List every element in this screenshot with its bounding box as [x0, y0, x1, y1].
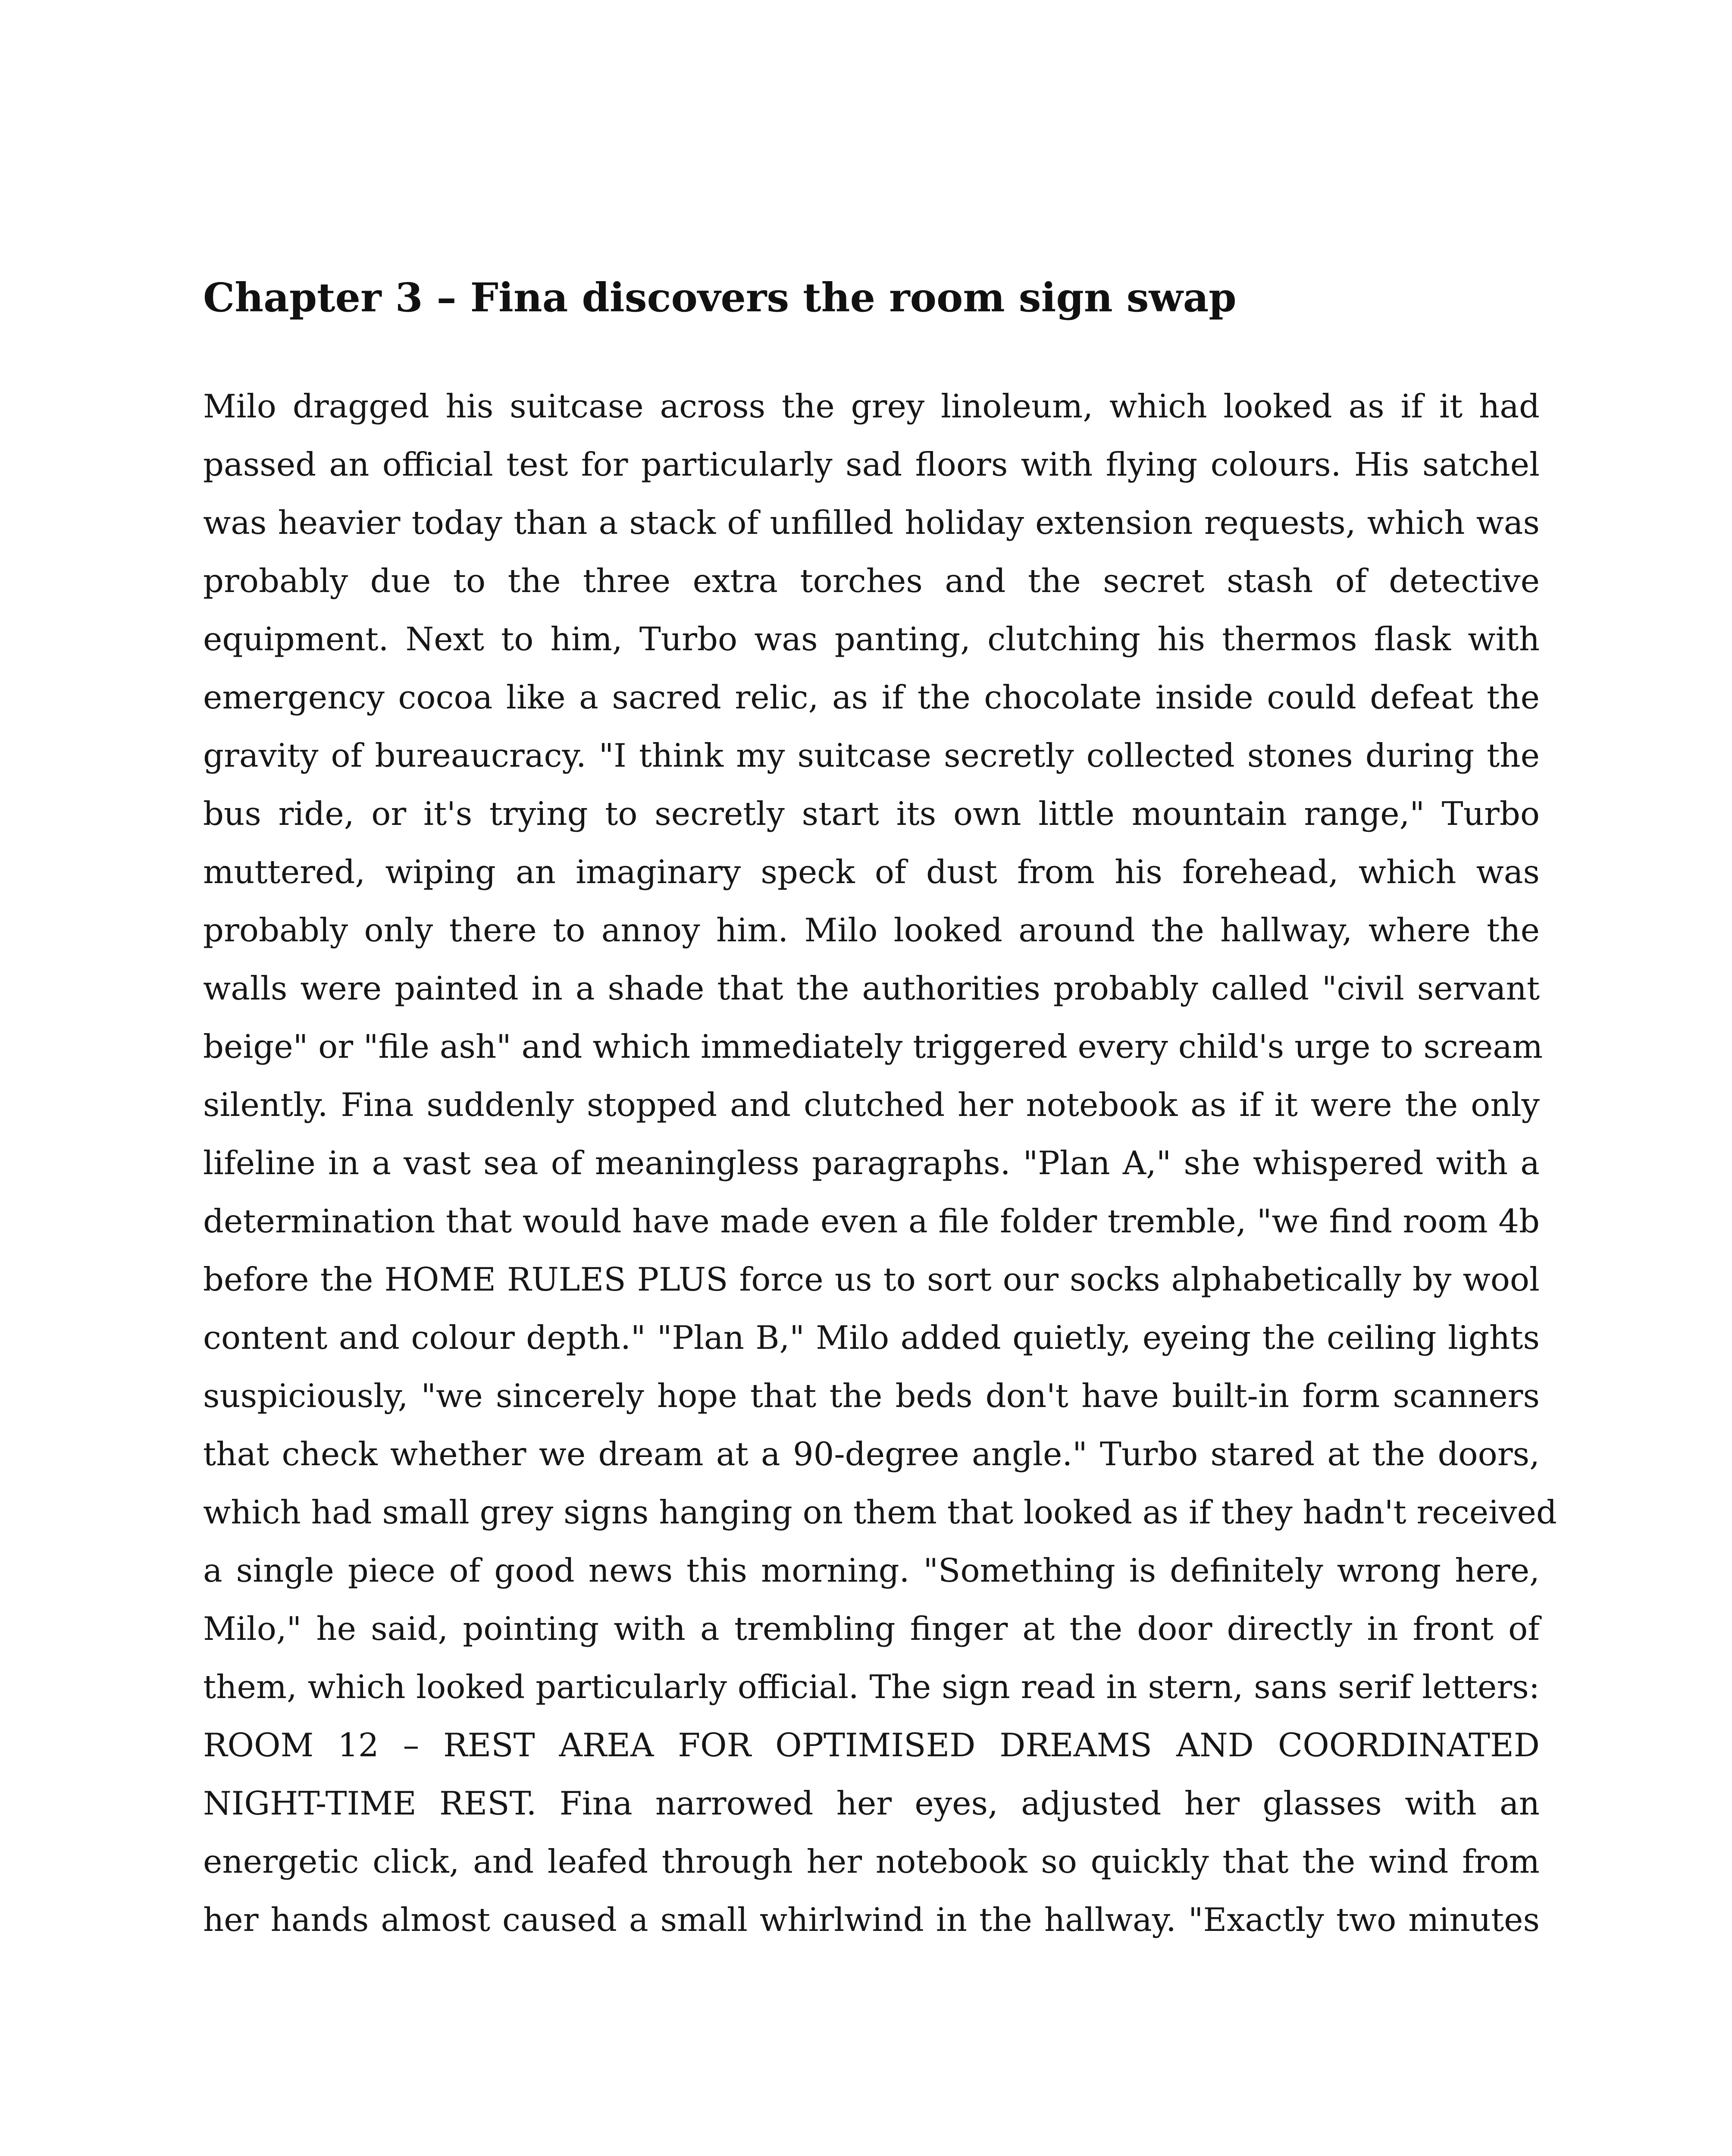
body-line: emergency cocoa like a sacred relic, as if the chocolate inside could defeat the [203, 678, 1540, 716]
chapter-title: Chapter 3 – Fina discovers the room sign swap [203, 274, 1237, 321]
body-line: them, which looked particularly official. The sign read in stern, sans serif letters: [203, 1668, 1540, 1706]
body-line: walls were painted in a shade that the authorities probably called "civil servant [203, 969, 1540, 1007]
body-line: silently. Fina suddenly stopped and clutched her notebook as if it were the only [203, 1086, 1540, 1124]
body-line: muttered, wiping an imaginary speck of dust from his forehead, which was [203, 853, 1540, 891]
body-line: equipment. Next to him, Turbo was panting, clutching his thermos flask with [203, 620, 1540, 658]
body-line: passed an official test for particularly sad floors with flying colours. His satchel [203, 445, 1540, 483]
body-line: content and colour depth." "Plan B," Milo added quietly, eyeing the ceiling lights [203, 1319, 1540, 1357]
body-line: gravity of bureaucracy. "I think my suitcase secretly collected stones during the [203, 736, 1540, 774]
body-line: her hands almost caused a small whirlwind in the hallway. "Exactly two minutes [203, 1901, 1540, 1939]
body-line: NIGHT-TIME REST. Fina narrowed her eyes, adjusted her glasses with an [203, 1784, 1540, 1822]
body-line: before the HOME RULES PLUS force us to sort our socks alphabetically by wool [203, 1260, 1540, 1298]
body-line: beige" or "file ash" and which immediately triggered every child's urge to scream [203, 1028, 1543, 1065]
body-line: determination that would have made even a file folder tremble, "we find room 4b [203, 1202, 1540, 1240]
body-line: bus ride, or it's trying to secretly start its own little mountain range," Turbo [203, 795, 1540, 833]
body-line: a single piece of good news this morning. "Something is definitely wrong here, [203, 1551, 1540, 1589]
body-line: suspiciously, "we sincerely hope that the beds don't have built-in form scanners [203, 1377, 1540, 1415]
body-line: lifeline in a vast sea of meaningless paragraphs. "Plan A," she whispered with a [203, 1144, 1540, 1182]
body-line: was heavier today than a stack of unfilled holiday extension requests, which was [203, 504, 1540, 542]
body-line: energetic click, and leafed through her notebook so quickly that the wind from [203, 1843, 1540, 1880]
body-line: that check whether we dream at a 90-degree angle." Turbo stared at the doors, [203, 1435, 1540, 1473]
body-line: which had small grey signs hanging on them that looked as if they hadn't received [203, 1493, 1557, 1531]
chapter-body [203, 377, 1557, 1949]
body-line: probably only there to annoy him. Milo looked around the hallway, where the [203, 911, 1540, 949]
body-line: probably due to the three extra torches and the secret stash of detective [203, 562, 1540, 600]
body-line: Milo dragged his suitcase across the grey linoleum, which looked as if it had [203, 387, 1540, 425]
body-line: Milo," he said, pointing with a trembling finger at the door directly in front of [203, 1610, 1540, 1648]
body-line: ROOM 12 – REST AREA FOR OPTIMISED DREAMS AND COORDINATED [203, 1726, 1540, 1764]
